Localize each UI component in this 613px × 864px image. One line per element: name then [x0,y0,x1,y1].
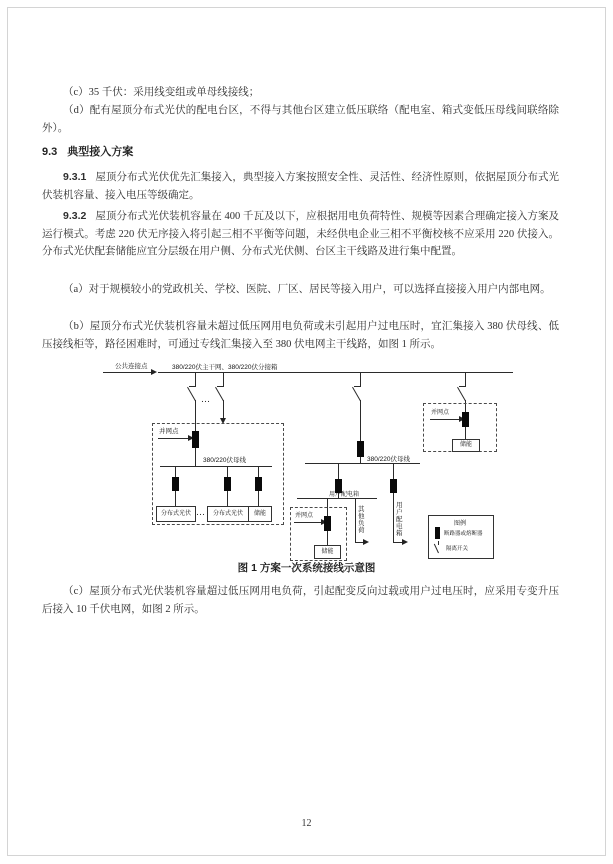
user-dist-box-feeder-label: 用户配电箱 [396,502,403,537]
breaker-icon [435,527,440,539]
storage-box: 储能 [314,545,341,559]
feeder-line [393,463,394,542]
storage-box: 储能 [248,506,272,522]
section-title: 典型接入方案 [67,146,134,158]
legend-title: 图例 [453,521,466,527]
main-bus-line [158,372,513,373]
paragraph-item-c2: （c）屋顶分布式光伏装机容量超过低压网用电负荷，引起配变反向过载或用户过电压时，应采用专变升压后接入 10 千伏电网，如图 2 所示。 [42,586,559,615]
breaker-icon [224,477,231,491]
other-load-label: 其他负荷 [358,506,365,534]
branch-line [195,372,196,386]
breaker-icon [192,431,199,448]
lv-bus-line [160,466,272,467]
main-bus-label: 380/220伏主干网、380/220伏分接箱 [172,364,278,371]
grid-connection-point-label: 并网点 [431,410,450,416]
pv-unit-box: 分布式光伏 [207,506,249,522]
ellipsis: … [196,507,206,517]
branch-line [465,372,466,386]
clause-text: 屋顶分布式光伏装机容量在 400 千瓦及以下，应根据用电负荷特性、规模等因素合理确定接入方案及运行模式。考虑 220 伏无序接入将引起三相不平衡等问题，未经供电企业三相不平衡校核不应采用 220 伏接入。分布式光伏配套储能应宜分层级在用户侧、分布式光伏侧、台区主干线路及进行集中配置。 [42,211,559,257]
pcc-arrow-line [103,372,152,373]
figure-1-caption: 图 1 方案一次系统接线示意图 [237,562,376,574]
grid-point-arrow-line [294,522,322,523]
section-number: 9.3 [42,146,58,158]
pcc-arrowhead-icon [151,369,157,375]
branch-line [223,400,224,418]
branch-line [360,372,361,386]
breaker-icon [357,441,364,457]
clause-9-3-1 [42,169,559,204]
lv-bus-label: 380/220伏母线 [367,456,410,463]
section-heading [42,143,133,159]
branch-line [223,372,224,386]
breaker-icon [462,412,469,427]
disconnect-switch-icon [354,386,361,387]
grid-point-arrow-line [158,438,189,439]
figure-1-diagram [95,358,520,560]
lv-bus-label: 380/220伏母线 [203,457,246,464]
breaker-icon [255,477,262,491]
clause-9-3-2 [42,208,559,261]
legend-switch-label: 隔离开关 [446,546,469,552]
breaker-icon [172,477,179,491]
right-arrowhead-icon [363,539,369,545]
page-number: 12 [301,818,312,829]
disconnect-switch-icon [459,386,466,387]
grid-connection-point-label: 并网点 [159,428,179,435]
storage-box: 储能 [452,439,480,452]
legend-breaker-label: 断路器或熔断器 [444,531,483,537]
user-dist-box-label: 用户配电箱 [329,492,360,498]
pv-unit-box: 分布式光伏 [156,506,196,522]
right-arrowhead-icon [402,539,408,545]
lv-bus-line [305,463,420,464]
paragraph-item-c: （c）35 千伏：采用线变组或单母线接线； [63,87,260,98]
grid-connection-point-label: 并网点 [295,513,314,519]
disconnect-switch-icon [189,386,196,387]
paragraph-item-a: （a）对于规模较小的党政机关、学校、医院、厂区、居民等接入用户，可以选择直接接入用户内部电网。 [63,284,551,295]
disconnect-switch-icon [217,386,224,387]
clause-number: 9.3.2 [63,210,87,222]
pcc-label: 公共连接点 [115,363,148,370]
paragraph-item-d: （d）配有屋顶分布式光伏的配电台区，不得与其他台区建立低压联络（配电室、箱式变低压母线间联络除外）。 [42,105,559,134]
grid-point-arrow-line [430,419,460,420]
ellipsis: … [201,394,211,404]
clause-text: 屋顶分布式光伏优先汇集接入，典型接入方案按照安全性、灵活性、经济性原则，依据屋顶分布式光伏装机容量、接入电压等级确定。 [42,172,559,201]
breaker-icon [390,479,397,493]
paragraph-item-b: （b）屋顶分布式光伏装机容量未超过低压网用电负荷或未引起用户过电压时，宜汇集接入 380 伏母线、低压接线柜等，路径困难时，可通过专线汇集接入至 380 伏电网主干线路，如图 1 所示。 [42,321,559,350]
feeder-line [355,498,356,542]
disconnect-switch-icon [438,541,439,545]
breaker-icon [324,516,331,531]
clause-number: 9.3.1 [63,171,87,183]
user-dist-bus-line [297,498,377,499]
